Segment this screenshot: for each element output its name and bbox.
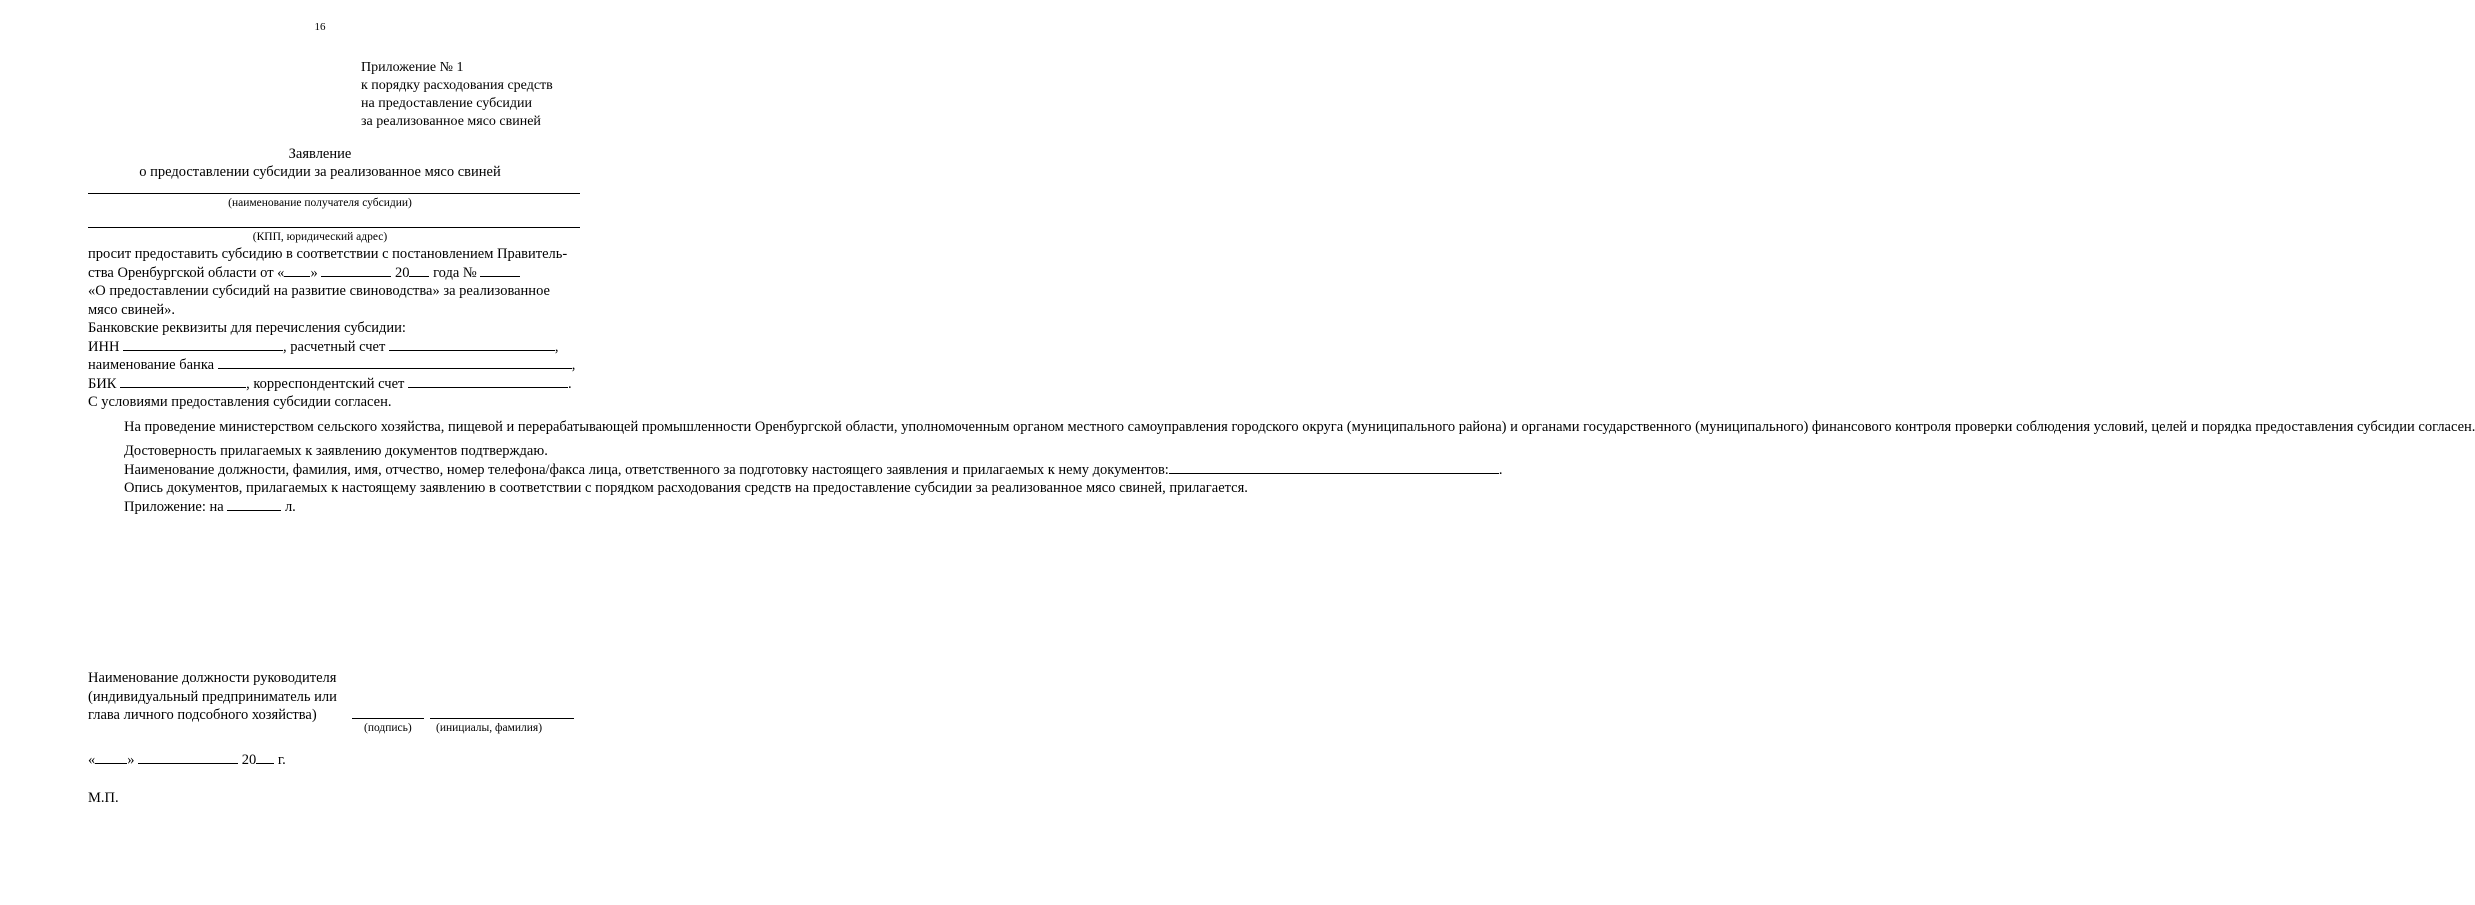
month-blank [321, 264, 391, 277]
responsible-text: Наименование должности, фамилия, имя, отчество, номер телефона/факса лица, ответственного за подготовку настоящего заявления и прилагаемых к нему документов: [124, 461, 1169, 478]
request-date-close: » [310, 264, 318, 281]
appendix-line-1: Приложение № 1 [361, 60, 464, 75]
appendix-line-3: на предоставление субсидии [361, 96, 533, 111]
inn-label: ИНН [88, 338, 120, 355]
appendix-line-2: к порядку расходования средств [361, 78, 553, 93]
date-month-blank [138, 751, 238, 764]
recipient-caption: (наименование получателя субсидии) [228, 197, 412, 209]
year-blank [409, 264, 429, 277]
date-open-quote: « [88, 752, 96, 768]
account-blank [389, 338, 555, 351]
request-year-prefix: 20 [394, 264, 410, 281]
bik-blank [120, 375, 246, 388]
attachment-unit: л. [284, 498, 296, 515]
date-line [88, 751, 286, 769]
request-line-3: «О предоставлении субсидий на развитие свиноводства» за реализованное [88, 283, 550, 299]
corr-blank [408, 375, 568, 388]
inn-line: ИНН , расчетный счет , [88, 338, 559, 355]
kpp-address-line [88, 227, 580, 228]
signatory-line-2: (индивидуальный предприниматель или [88, 688, 337, 705]
appendix-line-4: за реализованное мясо свиней [361, 114, 541, 129]
page-number: 16 [314, 21, 326, 33]
responsible-blank [1169, 461, 1499, 474]
kpp-caption: (КПП, юридический адрес) [252, 231, 388, 243]
reliability-paragraph: Достоверность прилагаемых к заявлению документов подтверждаю. [124, 443, 548, 459]
body-text [88, 245, 2475, 516]
date-day-blank [95, 751, 127, 764]
date-year-suffix: г. [277, 752, 286, 768]
document-title: Заявление [288, 146, 352, 162]
signature-caption: (подпись) [364, 722, 412, 734]
account-label: , расчетный счет [283, 338, 386, 355]
inventory-paragraph: Опись документов, прилагаемых к настоящему заявлению в соответствии с порядком расходования средств на предоставление субсидии за реализованное мясо свиней, прилагается. [124, 480, 1248, 496]
initials-line [430, 718, 574, 719]
document-subtitle: о предоставлении субсидии за реализованное мясо свиней [139, 164, 501, 180]
signature-line [352, 718, 424, 719]
attachment-line [88, 498, 584, 517]
initials-caption: (инициалы, фамилия) [436, 722, 543, 734]
request-line-2 [88, 264, 584, 283]
number-blank [480, 264, 520, 277]
bank-name-label: наименование банка [88, 357, 215, 373]
date-year-blank [256, 751, 274, 764]
signatory-line-3: глава личного подсобного хозяйства) [88, 707, 317, 723]
checks-paragraph: На проведение министерством сельского хозяйства, пищевой и перерабатывающей промышленности Оренбургской области, уполномоченным органом местного самоуправления городского округа (муниципального района) и органами государственного (муниципального) финансового контроля проверки соблюдения условий, целей и порядка предоставления субсидии согласен. [124, 418, 2475, 435]
bank-name-line: наименование банка , [88, 357, 576, 373]
responsible-paragraph: Наименование должности, фамилия, имя, отчество, номер телефона/факса лица, ответственного за подготовку настоящего заявления и прилагаемых к нему документов: . [124, 461, 1503, 478]
consent-line: С условиями предоставления субсидии согласен. [88, 394, 392, 410]
request-line-4: мясо свиней». [88, 301, 176, 318]
inn-blank [123, 338, 283, 351]
date-close-quote: » [127, 752, 135, 768]
bik-label: БИК [88, 375, 117, 392]
recipient-name-line [88, 193, 580, 194]
bank-name-blank [218, 356, 572, 369]
corr-label: , корреспондентский счет [246, 375, 405, 392]
bank-heading: Банковские реквизиты для перечисления субсидии: [88, 320, 406, 336]
request-date-prefix: ства Оренбургской области от « [88, 264, 285, 281]
signatory-line-1: Наименование должности руководителя [88, 670, 337, 686]
bik-line: БИК , корреспондентский счет . [88, 375, 572, 392]
signatory-block [88, 669, 337, 725]
day-blank [284, 264, 310, 277]
request-line-1: просит предоставить субсидию в соответствии с постановлением Правитель- [88, 246, 568, 262]
appendix-block [361, 59, 553, 131]
request-number-label: года № [433, 264, 477, 281]
attachment-label: Приложение: на [124, 498, 224, 515]
date-year-prefix: 20 [241, 752, 257, 768]
stamp-label: М.П. [88, 790, 119, 806]
attachment-pages-blank [227, 498, 281, 511]
